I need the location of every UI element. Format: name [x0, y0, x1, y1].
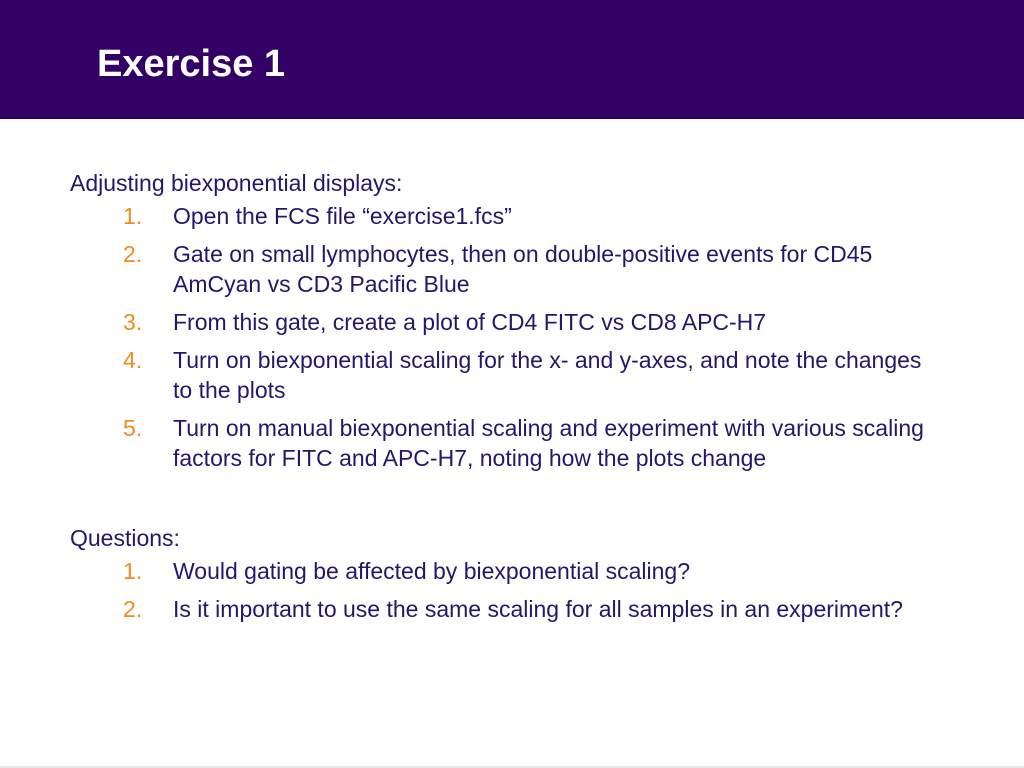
slide-title: Exercise 1 — [97, 43, 286, 85]
list-item-text: Turn on biexponential scaling for the x- and y-axes, and note the changes to the plots — [173, 347, 922, 403]
list-item-text: Open the FCS file “exercise1.fcs” — [173, 203, 512, 229]
section-heading-adjusting: Adjusting biexponential displays: — [70, 170, 403, 196]
exercise-steps-list — [70, 201, 950, 473]
list-item — [123, 594, 933, 624]
list-item-text: Turn on manual biexponential scaling and experiment with various scaling factors for FITC and APC-H7, noting how the plots change — [173, 415, 924, 471]
slide-body — [70, 168, 950, 632]
list-item — [123, 239, 933, 299]
list-item-text: Would gating be affected by biexponential scaling? — [173, 558, 691, 584]
list-item — [123, 201, 933, 231]
list-item-number: 2. — [123, 241, 143, 267]
title-bar — [0, 0, 1024, 119]
list-item-number: 3. — [123, 309, 143, 335]
list-item-number: 2. — [123, 596, 143, 622]
list-item — [123, 556, 933, 586]
list-item — [123, 307, 933, 337]
list-item-number: 1. — [123, 203, 143, 229]
list-item-text: Gate on small lymphocytes, then on double-positive events for CD45 AmCyan vs CD3 Pacific Blue — [173, 241, 873, 297]
list-item-number: 1. — [123, 558, 143, 584]
list-item — [123, 345, 933, 405]
section-spacer — [70, 481, 950, 523]
list-item-text: Is it important to use the same scaling for all samples in an experiment? — [173, 596, 903, 622]
list-item-number: 5. — [123, 415, 143, 441]
list-item-text: From this gate, create a plot of CD4 FITC vs CD8 APC-H7 — [173, 309, 767, 335]
list-item-number: 4. — [123, 347, 143, 373]
questions-list — [70, 556, 950, 624]
list-item — [123, 413, 933, 473]
section-heading-questions: Questions: — [70, 525, 180, 551]
